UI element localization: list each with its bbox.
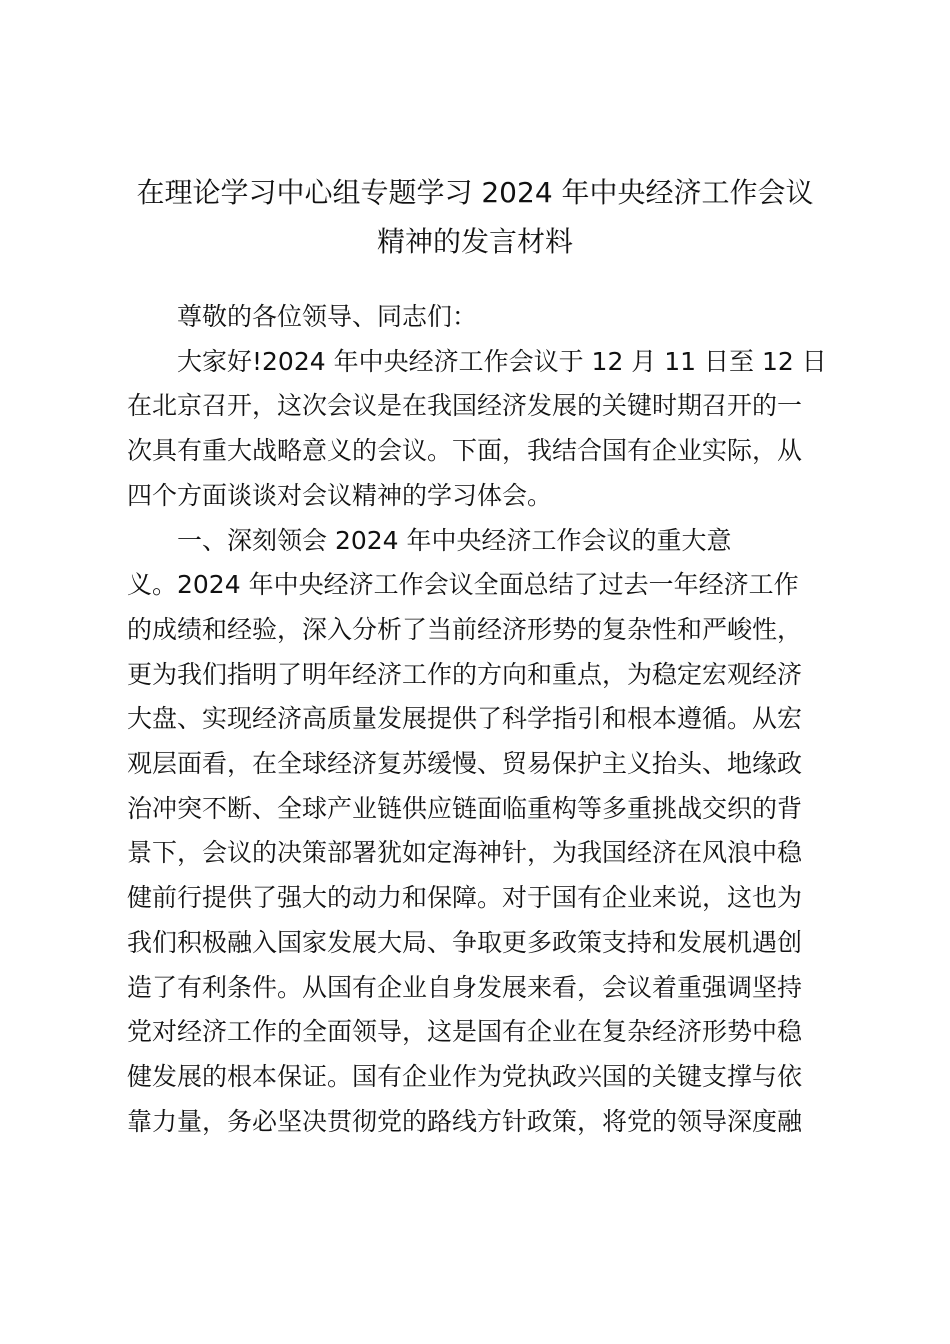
document-title — [125, 168, 825, 266]
document-body — [127, 295, 827, 1144]
paragraph-line: 健发展的根本保证。国有企业作为党执政兴国的关键支撑与依 — [127, 1061, 803, 1091]
intro-paragraph — [127, 340, 827, 519]
salutation: 尊敬的各位领导、同志们： — [177, 302, 478, 331]
paragraph-line: 在北京召开，这次会议是在我国经济发展的关键时期召开的一 — [127, 391, 803, 421]
paragraph-line: 大盘、实现经济高质量发展提供了科学指引和根本遵循。从宏 — [127, 704, 803, 734]
title-line: 精神的发言材料 — [376, 225, 573, 258]
paragraph-line: 更为我们指明了明年经济工作的方向和重点，为稳定宏观经济 — [127, 659, 803, 689]
paragraph-line: 次具有重大战略意义的会议。下面，我结合国有企业实际，从 — [127, 436, 803, 466]
paragraph-line: 的成绩和经验，深入分析了当前经济形势的复杂性和严峻性， — [127, 614, 803, 644]
paragraph-line: 景下，会议的决策部署犹如定海神针，为我国经济在风浪中稳 — [127, 838, 803, 868]
paragraph-line: 治冲突不断、全球产业链供应链面临重构等多重挑战交织的背 — [127, 793, 803, 823]
section-heading-line: 一、深刻领会 2024 年中央经济工作会议的重大意 — [177, 525, 732, 555]
paragraph-line: 造了有利条件。从国有企业自身发展来看，会议着重强调坚持 — [127, 972, 803, 1002]
paragraph-line: 健前行提供了强大的动力和保障。对于国有企业来说，这也为 — [127, 883, 803, 913]
paragraph-line: 观层面看，在全球经济复苏缓慢、贸易保护主义抬头、地缘政 — [127, 749, 803, 779]
paragraph-line: 大家好!2024 年中央经济工作会议于 12 月 11 日至 12 日 — [177, 346, 827, 376]
paragraph-line: 四个方面谈谈对会议精神的学习体会。 — [127, 480, 553, 510]
section-1-paragraph — [127, 519, 827, 1145]
paragraph-line: 义。2024 年中央经济工作会议全面总结了过去一年经济工作 — [127, 570, 799, 600]
paragraph-line: 靠力量，务必坚决贯彻党的路线方针政策，将党的领导深度融 — [127, 1106, 803, 1136]
paragraph-line: 我们积极融入国家发展大局、争取更多政策支持和发展机遇创 — [127, 927, 803, 957]
paragraph-line: 党对经济工作的全面领导，这是国有企业在复杂经济形势中稳 — [127, 1017, 803, 1047]
title-line: 在理论学习中心组专题学习 2024 年中央经济工作会议 — [136, 176, 814, 209]
